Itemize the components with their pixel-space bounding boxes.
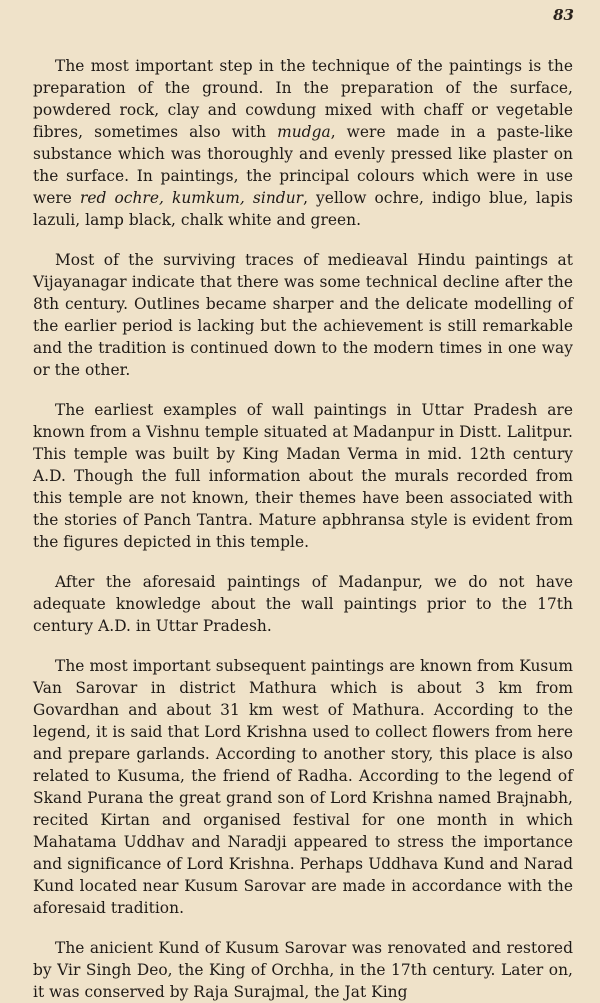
text-run: The earliest examples of wall paintings in Uttar Pradesh are known from a Vishnu temple situated at Madanpur in Distt. Lalitpur. This temple was built by King Madan Verma in mid. 12th century A.D. Though the full information about the murals recorded from this temple are not known, their themes have been associated with the stories of Panch Tantra. Mature apbhransa style is evident from the figures depicted in this temple. xyxy=(33,401,573,551)
italic-term: red ochre, kumkum, sindur xyxy=(79,189,304,207)
paragraph xyxy=(33,937,573,1003)
paragraph xyxy=(33,249,573,381)
paragraph xyxy=(33,399,573,553)
text-run: , yellow ochre, indigo blue, lapis lazuli, lamp black, chalk white and green. xyxy=(33,189,574,229)
body-text xyxy=(33,55,573,1003)
text-run: The most important step in the technique of the paintings is the preparation of the ground. In the preparation of the surface, powdered rock, clay and cowdung mixed with chaff or vegetable fibres, sometimes also with xyxy=(33,57,573,141)
text-run: , were made in a paste-like substance which was thoroughly and evenly pressed like plaster on the surface. In paintings, the principal colours which were in use were xyxy=(33,123,573,207)
text-run: After the aforesaid paintings of Madanpur, we do not have adequate knowledge about the wall paintings prior to the 17th century A.D. in Uttar Pradesh. xyxy=(33,573,573,635)
paragraph xyxy=(33,655,573,919)
paragraph xyxy=(33,55,573,231)
italic-term: mudga xyxy=(277,123,331,141)
text-run: The most important subsequent paintings are known from Kusum Van Sarovar in district Mathura which is about 3 km from Govardhan and about 31 km west of Mathura. According to the legend, it is said that Lord Krishna used to collect flowers from here and prepare garlands. According to another story, this place is also related to Kusuma, the friend of Radha. According to the legend of Skand Purana the great grand son of Lord Krishna named Brajnabh, recited Kirtan and organised festival for one month in which Mahatama Uddhav and Naradji appeared to stress the importance and significance of Lord Krishna. Perhaps Uddhava Kund and Narad Kund located near Kusum Sarovar are made in accordance with the aforesaid tradition. xyxy=(33,657,573,917)
text-run: The anicient Kund of Kusum Sarovar was renovated and restored by Vir Singh Deo, the King of Orchha, in the 17th century. Later on, it was conserved by Raja Surajmal, the Jat King xyxy=(33,939,573,1001)
paragraph xyxy=(33,571,573,637)
page-number: 83 xyxy=(553,6,574,24)
text-run: Most of the surviving traces of medieaval Hindu paintings at Vijayanagar indicate that there was some technical decline after the 8th century. Outlines became sharper and the delicate modelling of the earlier period is lacking but the achievement is still remarkable and the tradition is continued down to the modern times in one way or the other. xyxy=(33,251,573,379)
